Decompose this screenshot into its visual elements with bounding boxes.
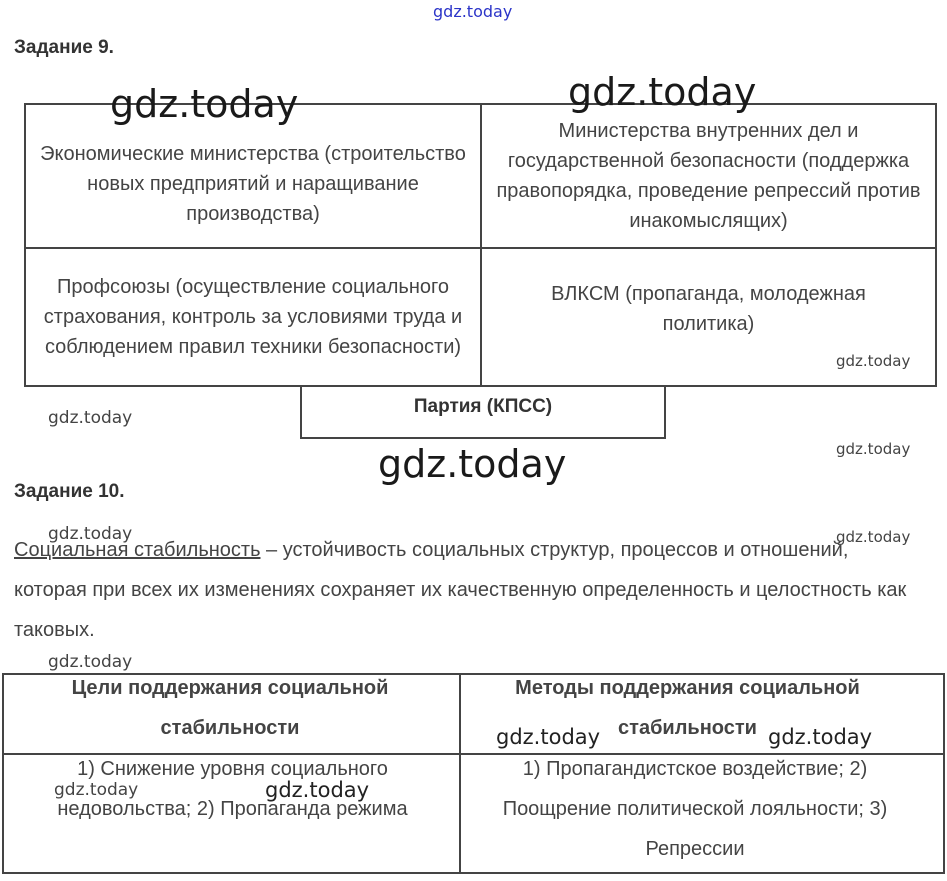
cell-trade-unions: Профсоюзы (осуществление социального страхования, контроль за условиями труда и соблюдением правил техники безопасности)	[43, 276, 463, 358]
watermark: gdz.today	[48, 652, 133, 672]
watermark: gdz.today	[54, 780, 139, 800]
cell-economic-ministries: Экономические министерства (строительство новых предприятий и наращивание производства)	[40, 143, 466, 225]
definition-text: – устойчивость социальных структур, процессов и отношений, которая при всех их изменениях сохраняет их качественную определенность и целостность как таковых.	[14, 539, 907, 641]
watermark: gdz.today	[568, 70, 757, 114]
grid-line	[935, 103, 937, 387]
watermark-top: gdz.today	[433, 2, 513, 21]
watermark: gdz.today	[110, 82, 299, 126]
watermark: gdz.today	[768, 725, 873, 749]
watermark: gdz.today	[836, 528, 911, 546]
table-header-methods: Методы поддержания социальной стабильности	[515, 677, 860, 739]
table-header-goals: Цели поддержания социальной стабильности	[71, 677, 389, 739]
watermark: gdz.today	[48, 408, 133, 428]
definition-term: Социальная стабильность	[14, 539, 261, 561]
watermark: gdz.today	[836, 352, 911, 370]
table-line	[2, 872, 945, 874]
watermark: gdz.today	[378, 442, 567, 486]
definition-paragraph	[14, 530, 914, 650]
table-line	[459, 673, 461, 874]
table-line	[943, 673, 945, 874]
table-cell-goals: 1) Снижение уровня социального недовольства; 2) Пропаганда режима	[57, 758, 408, 820]
party-box: Партия (КПСС)	[300, 385, 666, 439]
task-9-title: Задание 9.	[14, 37, 114, 58]
table-line	[2, 673, 4, 874]
cell-komsomol: ВЛКСМ (пропаганда, молодежная политика)	[551, 283, 866, 335]
watermark: gdz.today	[265, 778, 370, 802]
watermark: gdz.today	[836, 440, 911, 458]
watermark: gdz.today	[48, 524, 133, 544]
cell-internal-affairs: Министерства внутренних дел и государственной безопасности (поддержка правопорядка, проведение репрессий против инакомыслящих)	[496, 120, 921, 232]
watermark: gdz.today	[496, 725, 601, 749]
table-cell-methods: 1) Пропагандистское воздействие; 2) Поощрение политической лояльности; 3) Репрессии	[502, 758, 888, 860]
task-10-title: Задание 10.	[14, 481, 125, 502]
